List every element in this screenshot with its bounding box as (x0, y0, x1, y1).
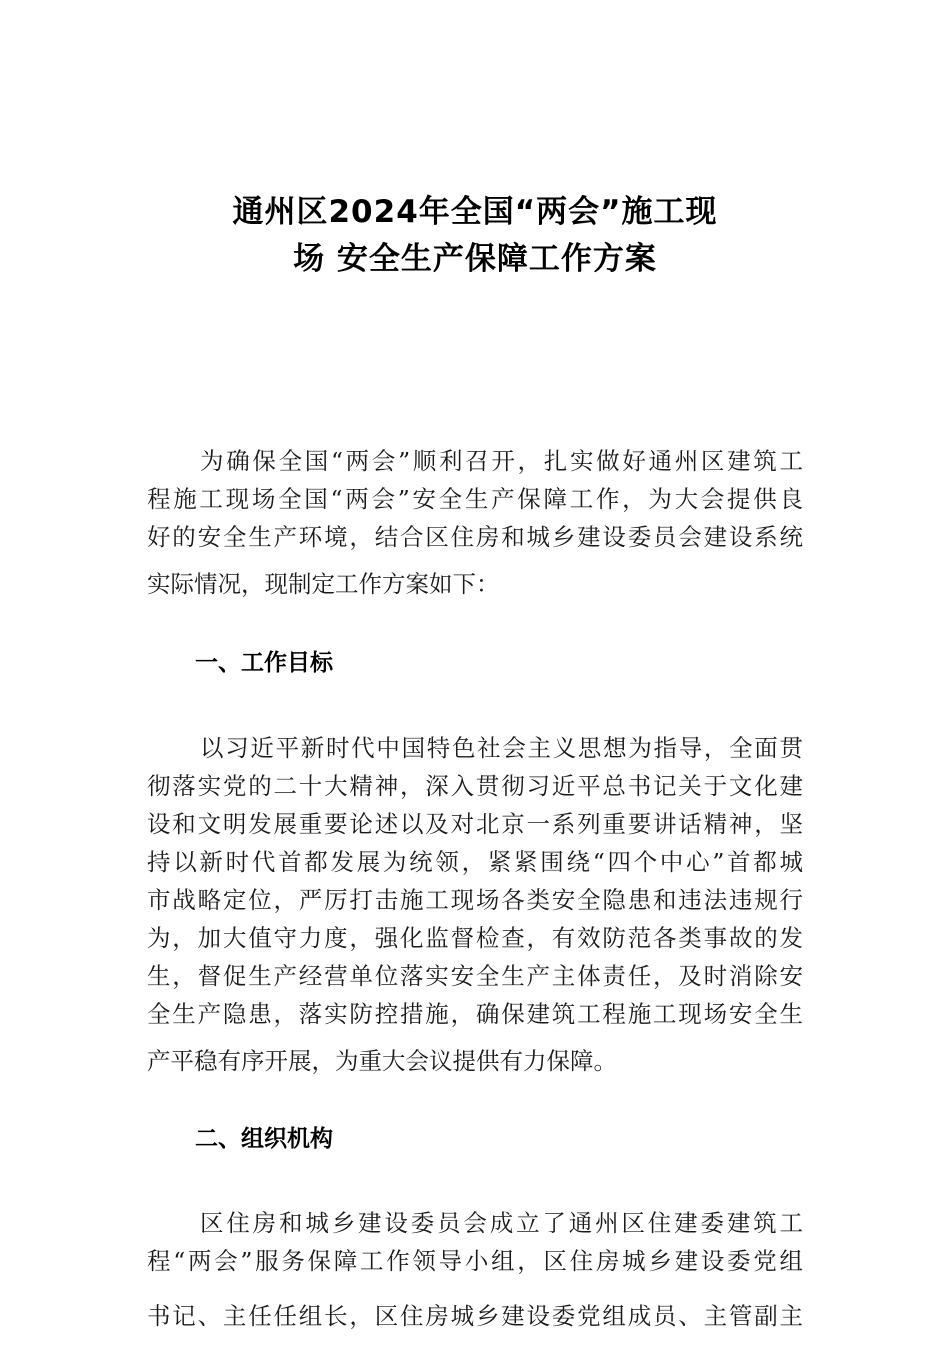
paragraph-line: 彻落实党的二十大精神，深入贯彻习近平总书记关于文化建 (147, 772, 803, 800)
paragraph-line: 好的安全生产环境，结合区住房和城乡建设委员会建设系统 (147, 523, 803, 551)
paragraph-line: 程“两会”服务保障工作领导小组，区住房城乡建设委党组 (147, 1247, 803, 1275)
paragraph-line: 书记、主任任组长，区住房城乡建设委党组成员、主管副主 (147, 1302, 803, 1330)
paragraph-line: 程施工现场全国“两会”安全生产保障工作，为大会提供良 (147, 485, 803, 513)
paragraph-line: 为确保全国“两会”顺利召开，扎实做好通州区建筑工 (200, 447, 803, 475)
document-title-line-2: 场 安全生产保障工作方案 (293, 241, 657, 277)
paragraph-line: 区住房和城乡建设委员会成立了通州区住建委建筑工 (200, 1209, 803, 1237)
organization-paragraph (147, 1204, 803, 1332)
intro-paragraph (147, 442, 803, 603)
paragraph-line: 持以新时代首都发展为统领，紧紧围绕“四个中心”首都城 (147, 848, 803, 876)
section-heading-goals: 一、工作目标 (195, 650, 333, 676)
paragraph-line: 实际情况，现制定工作方案如下： (147, 570, 500, 598)
document-title-line-1: 通州区2024年全国“两会”施工现 (232, 194, 718, 230)
section-heading-organization: 二、组织机构 (195, 1126, 333, 1152)
paragraph-line: 设和文明发展重要论述以及对北京一系列重要讲话精神，坚 (147, 810, 803, 838)
goals-paragraph (147, 729, 803, 1080)
paragraph-line: 市战略定位，严厉打击施工现场各类安全隐患和违法违规行 (147, 886, 803, 914)
paragraph-line: 生，督促生产经营单位落实安全生产主体责任，及时消除安 (147, 962, 803, 990)
paragraph-line: 以习近平新时代中国特色社会主义思想为指导，全面贯 (200, 734, 803, 762)
paragraph-line: 为，加大值守力度，强化监督检查，有效防范各类事故的发 (147, 924, 803, 952)
paragraph-line: 产平稳有序开展，为重大会议提供有力保障。 (147, 1047, 617, 1075)
paragraph-line: 全生产隐患，落实防控措施，确保建筑工程施工现场安全生 (147, 1000, 803, 1028)
